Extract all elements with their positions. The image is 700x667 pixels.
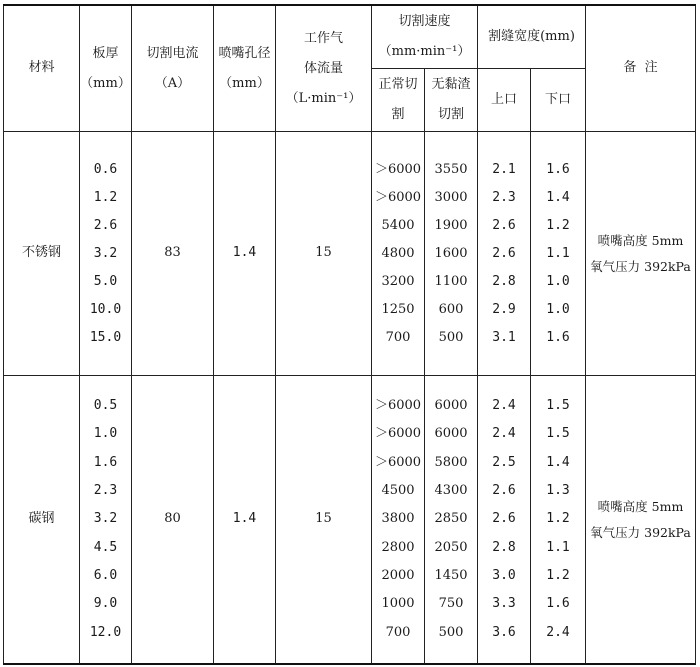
speed-normal-cell [372, 376, 425, 665]
cell-value: 1.6 [546, 161, 570, 177]
cell-value: ＞6000 [374, 426, 422, 442]
cell-value: 2.3 [93, 482, 118, 498]
header-kerf-top: 上口 [478, 69, 531, 132]
cell-value: 2.3 [492, 189, 516, 205]
cell-value: 2.4 [492, 397, 516, 413]
cell-value: 500 [438, 624, 464, 640]
header-thickness: 板厚 （mm） [80, 5, 132, 132]
cell-value: 0.6 [93, 161, 118, 177]
thickness-cell [80, 132, 132, 376]
cell-value: 2.4 [546, 624, 570, 640]
cell-value: 3000 [434, 189, 468, 205]
cell-value: 700 [385, 624, 411, 640]
cell-value: 1900 [434, 217, 468, 233]
speed-normal-cell [372, 132, 425, 376]
nozzle-cell: 1.4 [214, 376, 276, 665]
speed-noslag-cell [425, 376, 478, 665]
cell-value: 6000 [434, 397, 468, 413]
header-speed-noslag: 无黏渣 切割 [425, 69, 478, 132]
current-cell: 80 [132, 376, 214, 665]
cell-value: 3800 [381, 511, 415, 527]
cell-value: 1.1 [546, 539, 570, 555]
cell-value: ＞6000 [374, 397, 422, 413]
cell-value: 1.1 [546, 245, 570, 261]
nozzle-cell: 1.4 [214, 132, 276, 376]
gas-flow-cell: 15 [276, 132, 372, 376]
cell-value: 1600 [434, 245, 468, 261]
cell-value: 2.6 [492, 511, 516, 527]
cell-value: 3.2 [93, 245, 118, 261]
cell-value: 3.3 [492, 596, 516, 612]
cell-value: 2.6 [492, 482, 516, 498]
gas-flow-cell: 15 [276, 376, 372, 665]
cell-value: 2850 [434, 511, 468, 527]
cell-value: 15.0 [89, 329, 122, 345]
cell-value: 0.5 [93, 397, 118, 413]
cell-value: 500 [438, 329, 464, 345]
cell-value: 3550 [434, 161, 468, 177]
cell-value: 5800 [434, 454, 468, 470]
table-row-group-stainless [4, 132, 696, 376]
table-row-group-carbon [4, 376, 696, 665]
cell-value: 3.2 [93, 511, 118, 527]
cell-value: 4300 [434, 482, 468, 498]
notes-cell: 喷嘴高度 5mm 氧气压力 392kPa [586, 376, 696, 665]
cell-value: 3.1 [492, 329, 516, 345]
cell-value: 1.6 [93, 454, 118, 470]
cell-value: 1.0 [546, 273, 570, 289]
cell-value: 2.1 [492, 161, 516, 177]
kerf-top-cell [478, 376, 531, 665]
cell-value: 2000 [381, 568, 415, 584]
cell-value: 700 [385, 329, 411, 345]
cell-value: 12.0 [89, 624, 122, 640]
plasma-cutting-parameters-table [3, 4, 696, 665]
cell-value: 1.2 [546, 568, 570, 584]
cell-value: 1000 [381, 596, 415, 612]
header-material: 材料 [4, 5, 80, 132]
cell-value: 1.4 [546, 454, 570, 470]
cell-value: 750 [438, 596, 464, 612]
kerf-bottom-cell [531, 132, 586, 376]
header-current: 切割电流 （A） [132, 5, 214, 132]
cell-value: 1.0 [93, 426, 118, 442]
cell-value: ＞6000 [374, 454, 422, 470]
cell-value: 4800 [381, 245, 415, 261]
cell-value: 2.6 [492, 217, 516, 233]
cell-value: 5.0 [93, 273, 118, 289]
cell-value: 4500 [381, 482, 415, 498]
cell-value: 1450 [434, 568, 468, 584]
cell-value: 1.3 [546, 482, 570, 498]
cell-value: 1.5 [546, 426, 570, 442]
cell-value: 3200 [381, 273, 415, 289]
header-row-1 [4, 5, 696, 69]
cell-value: 5400 [381, 217, 415, 233]
speed-noslag-cell [425, 132, 478, 376]
notes-cell: 喷嘴高度 5mm 氧气压力 392kPa [586, 132, 696, 376]
header-speed-normal: 正常切 割 [372, 69, 425, 132]
material-cell: 不锈钢 [4, 132, 80, 376]
cell-value: 2800 [381, 539, 415, 555]
cell-value: 3.0 [492, 568, 516, 584]
header-notes: 备 注 [586, 5, 696, 132]
cell-value: 1.5 [546, 397, 570, 413]
cell-value: 2.8 [492, 539, 516, 555]
cell-value: 1.6 [546, 596, 570, 612]
cell-value: 3.6 [492, 624, 516, 640]
cell-value: 1.4 [546, 189, 570, 205]
header-nozzle: 喷嘴孔径 （mm） [214, 5, 276, 132]
cell-value: 1.0 [546, 301, 570, 317]
kerf-bottom-cell [531, 376, 586, 665]
cell-value: 2.9 [492, 301, 516, 317]
kerf-top-cell [478, 132, 531, 376]
cell-value: 1100 [434, 273, 468, 289]
cell-value: 1.2 [546, 511, 570, 527]
cell-value: 2.5 [492, 454, 516, 470]
cell-value: ＞6000 [374, 161, 422, 177]
cell-value: 2.6 [93, 217, 118, 233]
cell-value: 2050 [434, 539, 468, 555]
cell-value: 1.6 [546, 329, 570, 345]
cell-value: ＞6000 [374, 189, 422, 205]
cell-value: 6000 [434, 426, 468, 442]
header-gas-flow: 工作气 体流量 （L·min⁻¹） [276, 5, 372, 132]
current-cell: 83 [132, 132, 214, 376]
cell-value: 600 [438, 301, 464, 317]
header-kerf-bottom: 下口 [531, 69, 586, 132]
cell-value: 4.5 [93, 539, 118, 555]
cell-value: 9.0 [93, 596, 118, 612]
cell-value: 2.4 [492, 426, 516, 442]
thickness-cell [80, 376, 132, 665]
cell-value: 1.2 [546, 217, 570, 233]
header-kerf-width: 割缝宽度(mm) [478, 5, 586, 69]
cell-value: 6.0 [93, 568, 118, 584]
cell-value: 1.2 [93, 189, 118, 205]
cell-value: 1250 [381, 301, 415, 317]
cell-value: 10.0 [89, 301, 122, 317]
header-cutting-speed: 切割速度 （mm·min⁻¹） [372, 5, 478, 69]
material-cell: 碳钢 [4, 376, 80, 665]
cell-value: 2.8 [492, 273, 516, 289]
cell-value: 2.6 [492, 245, 516, 261]
